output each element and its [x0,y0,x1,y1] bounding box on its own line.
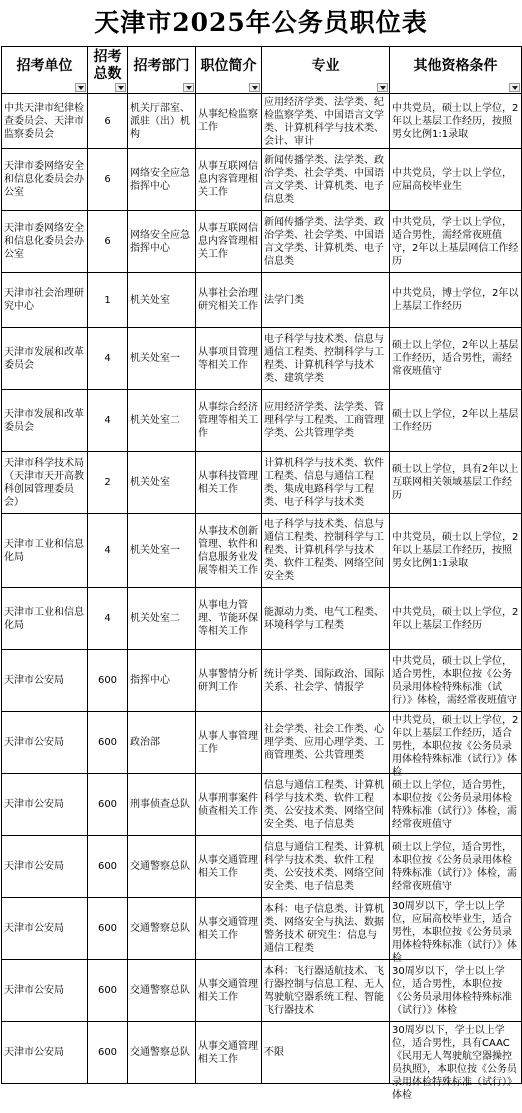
cell-dept [128,712,196,774]
cell-intro [196,1022,262,1084]
filter-dropdown-icon[interactable] [183,83,194,92]
cell-text: 本科：电子信息类、计算机类、网络安全与执法、数据警务技术 研究生：信息与通信工程类 [264,903,384,954]
cell-other [390,452,522,514]
table-row [2,273,522,328]
cell-text: 信息与通信工程类、计算机科学与技术类、软件工程类、公安技术类、网络空间安全类、电子信息类 [264,779,384,830]
cell-unit [2,774,88,836]
table-row [2,898,522,960]
cell-intro [196,149,262,211]
cell-intro [196,960,262,1022]
cell-dept [128,514,196,588]
cell-text: 中共党员，学士以上学位，适合男性，需经常夜班值守，2年以上基层网信工作经历 [392,216,519,267]
cell-major [262,211,390,273]
cell-text: 30周岁以下，学士以上学位，应届高校毕业生，适合男性，本职位按《公务员录用体检特殊标准（试行）》体检 [392,900,517,964]
cell-text: 30周岁以下，学士以上学位，适合男性，具有CAAC《民用无人驾驶航空器操控员执照》，本职位按《公务员录用体检特殊标准（试行）》体检 [392,1024,517,1101]
cell-text: 机关处室一 [130,545,180,556]
cell-text: 天津市公安局 [4,861,64,872]
cell-text: 中共党员，博士学位，2年以上基层工作经历 [392,288,519,312]
cell-total [88,1022,128,1084]
table-row [2,960,522,1022]
cell-text: 天津市公安局 [4,737,64,748]
cell-text: 本科：飞行器适航技术、飞行器控制与信息工程、无人驾驶航空器系统工程、智能飞行器技术 [264,965,384,1016]
cell-text: 从事科技管理相关工作 [198,470,258,495]
cell-text: 600 [97,1047,118,1058]
cell-other [390,774,522,836]
cell-other [390,650,522,712]
table-row [2,328,522,390]
cell-dept [128,452,196,514]
filter-dropdown-icon[interactable] [115,83,126,92]
cell-text: 天津市公安局 [4,1047,64,1058]
cell-text: 政治部 [130,737,160,748]
cell-text: 统计学类、国际政治、国际关系、社会学、情报学 [264,668,384,693]
cell-other [390,328,522,390]
header-unit: 招考单位 [2,47,88,94]
cell-text: 中共天津市纪律检查委员会、天津市监察委员会 [4,102,84,140]
cell-text: 不限 [264,1047,284,1058]
cell-unit [2,273,88,328]
cell-text: 天津市公安局 [4,799,64,810]
cell-text: 电子科学与技术类、信息与通信工程类、控制科学与工程类、计算机科学与技术类、建筑学类 [264,333,384,384]
table-row [2,514,522,588]
cell-text: 硕士以上学位，2年以上基层工作经历，适合男性，需经常夜班值守 [392,340,519,377]
cell-text: 硕士以上学位，适合男性，本职位按《公务员录用体检特殊标准（试行）》体检，需经常夜班值守 [392,779,517,830]
table-row [2,836,522,898]
cell-dept [128,898,196,960]
cell-intro [196,712,262,774]
cell-total [88,514,128,588]
cell-major [262,452,390,514]
header-intro: 职位简介 [196,47,262,94]
cell-intro [196,650,262,712]
cell-other [390,1022,522,1101]
cell-text: 6 [104,174,111,185]
cell-text: 天津市发展和改革委员会 [4,408,84,433]
cell-text: 从事纪检监察工作 [198,109,258,133]
cell-total [88,836,128,898]
cell-other [390,836,522,898]
cell-text: 600 [97,675,118,686]
cell-text: 计算机科学与技术类、软件工程类、信息与通信工程类、集成电路科学与工程类、电子科学与技术类 [264,457,384,508]
cell-other [390,94,522,149]
cell-unit [2,211,88,273]
cell-dept [128,211,196,273]
cell-major [262,390,390,452]
cell-text: 硕士以上学位，2年以上基层工作经历 [392,408,519,433]
cell-unit [2,149,88,211]
cell-text: 30周岁以下，学士以上学位，适合男性，本职位按《公务员录用体检特殊标准（试行）》体检 [392,965,512,1016]
cell-text: 信息与通信工程类、计算机科学与技术类、软件工程类、公安技术类、网络空间安全类、电子信息类 [264,841,384,892]
cell-total [88,452,128,514]
cell-major [262,514,390,588]
cell-text: 从事人事管理工作 [198,730,258,755]
cell-major [262,149,390,211]
cell-text: 能源动力类、电气工程类、环境科学与工程类 [264,606,384,631]
cell-unit [2,836,88,898]
cell-text: 机关处室二 [130,415,180,426]
cell-dept [128,390,196,452]
cell-other [390,588,522,650]
cell-text: 从事交通管理相关工作 [198,1040,258,1065]
job-table [1,46,522,1101]
table-row [2,650,522,712]
cell-text: 中共党员，硕士以上学位，适合男性，本职位按《公务员录用体检特殊标准（试行）》体检，需经常夜班值守 [392,655,517,706]
cell-text: 网络安全应急指挥中心 [130,229,190,254]
cell-intro [196,588,262,650]
cell-other [390,712,522,778]
filter-dropdown-icon[interactable] [377,83,388,92]
cell-unit [2,452,88,514]
cell-other [390,149,522,211]
cell-text: 应用经济学类、法学类、纪检监察学类、中国语言文学类、计算机科学与技术类、会计、审计 [264,96,384,147]
cell-unit [2,328,88,390]
cell-text: 中共党员，学士以上学位，应届高校毕业生 [392,167,512,192]
cell-dept [128,960,196,1022]
cell-text: 法学门类 [264,294,304,306]
cell-text: 600 [97,985,118,996]
cell-major [262,960,390,1022]
cell-total [88,149,128,211]
cell-intro [196,94,262,149]
cell-dept [128,273,196,328]
cell-other [390,211,522,273]
cell-intro [196,514,262,588]
cell-text: 600 [97,861,118,872]
header-row [2,47,522,94]
cell-text: 天津市发展和改革委员会 [4,346,84,371]
cell-text: 交通警察总队 [130,1047,190,1058]
cell-dept [128,94,196,149]
cell-text: 天津市公安局 [4,675,64,686]
cell-major [262,588,390,650]
cell-text: 硕士以上学位，适合男性，本职位按《公务员录用体检特殊标准（试行）》体检，需经常夜班值守 [392,841,517,892]
cell-unit [2,960,88,1022]
cell-text: 天津市社会治理研究中心 [4,288,84,312]
cell-intro [196,836,262,898]
filter-dropdown-icon[interactable] [509,83,520,92]
cell-text: 交通警察总队 [130,861,190,872]
header-dept: 招考部门 [128,47,196,94]
cell-unit [2,94,88,149]
cell-unit [2,514,88,588]
cell-text: 600 [97,923,118,934]
cell-text: 从事警情分析研判工作 [198,668,258,693]
cell-unit [2,712,88,774]
cell-intro [196,774,262,836]
cell-total [88,650,128,712]
cell-text: 从事技术创新管理、软件和信息服务业发展等相关工作 [198,525,258,576]
table-row [2,712,522,774]
cell-text: 从事电力管理、节能环保等相关工作 [198,600,258,637]
cell-dept [128,588,196,650]
cell-other [390,390,522,452]
cell-total [88,273,128,328]
cell-text: 从事交通管理相关工作 [198,854,258,879]
cell-text: 从事互联网信息内容管理相关工作 [198,223,258,260]
cell-other [390,898,522,964]
cell-major [262,712,390,774]
cell-text: 硕士以上学位，具有2年以上互联网相关领域基层工作经历 [392,464,519,501]
cell-dept [128,650,196,712]
cell-text: 新闻传播学类、法学类、政治学类、社会学类、中国语言文学类、计算机类、电子信息类 [264,154,384,205]
header-other: 其他资格条件 [390,47,522,94]
filter-dropdown-icon[interactable] [75,83,86,92]
cell-text: 天津市公安局 [4,985,64,996]
cell-dept [128,836,196,898]
cell-text: 4 [104,353,111,364]
cell-total [88,328,128,390]
cell-total [88,211,128,273]
cell-text: 2 [104,477,111,488]
cell-major [262,836,390,898]
cell-text: 应用经济学类、法学类、管理科学与工程类、工商管理学类、公共管理学类 [264,402,384,439]
cell-text: 机关处室二 [130,613,180,624]
cell-text: 指挥中心 [130,675,170,686]
cell-text: 从事刑事案件侦查相关工作 [198,792,258,817]
cell-intro [196,211,262,273]
cell-unit [2,650,88,712]
cell-intro [196,452,262,514]
cell-total [88,960,128,1022]
cell-text: 机关处室一 [130,353,180,364]
cell-total [88,774,128,836]
cell-total [88,712,128,774]
cell-text: 中共党员，硕士以上学位，2年以上基层工作经历，按照男女比例1:1录取 [392,102,519,140]
table-row [2,588,522,650]
cell-total [88,898,128,960]
table-row [2,390,522,452]
cell-text: 新闻传播学类、法学类、政治学类、社会学类、中国语言文学类、计算机类、电子信息类 [264,216,384,267]
cell-text: 从事社会治理研究相关工作 [198,288,258,312]
table-row [2,149,522,211]
page-title: 天津市2025年公务员职位表 [94,8,428,37]
cell-text: 4 [104,613,111,624]
cell-text: 天津市委网络安全和信息化委员会办公室 [4,161,84,198]
table-row [2,774,522,836]
cell-major [262,273,390,328]
filter-dropdown-icon[interactable] [249,83,260,92]
cell-dept [128,149,196,211]
cell-major [262,94,390,149]
cell-intro [196,328,262,390]
cell-text: 交通警察总队 [130,923,190,934]
cell-text: 6 [104,115,111,127]
cell-unit [2,898,88,960]
cell-text: 600 [97,737,118,748]
cell-text: 电子科学与技术类、信息与通信工程类、控制科学与工程类、计算机科学与技术类、软件工程类、网络空间安全类 [264,519,384,582]
cell-dept [128,774,196,836]
cell-text: 网络安全应急指挥中心 [130,167,190,192]
cell-major [262,774,390,836]
cell-dept [128,328,196,390]
table-row [2,1022,522,1084]
cell-text: 机关厅部室、派驻（出）机构 [130,102,190,140]
cell-text: 中共党员，硕士以上学位，2年以上基层工作经历 [392,606,519,631]
cell-text: 机关处室 [130,477,170,488]
cell-text: 天津市工业和信息化局 [4,606,84,631]
cell-total [88,94,128,149]
cell-other [390,960,522,1022]
cell-total [88,390,128,452]
table-row [2,211,522,273]
table-row [2,94,522,149]
cell-intro [196,273,262,328]
table-row [2,452,522,514]
cell-text: 600 [97,799,118,810]
cell-text: 从事互联网信息内容管理相关工作 [198,161,258,198]
cell-text: 天津市公安局 [4,923,64,934]
cell-text: 从事交通管理相关工作 [198,978,258,1003]
cell-text: 天津市工业和信息化局 [4,538,84,563]
cell-major [262,898,390,960]
cell-other [390,514,522,588]
cell-text: 4 [104,545,111,556]
cell-intro [196,390,262,452]
cell-text: 6 [104,236,111,247]
cell-major [262,328,390,390]
cell-dept [128,1022,196,1084]
cell-total [88,588,128,650]
cell-text: 从事交通管理相关工作 [198,916,258,941]
cell-text: 交通警察总队 [130,985,190,996]
cell-other [390,273,522,328]
cell-unit [2,588,88,650]
cell-unit [2,1022,88,1084]
cell-text: 从事项目管理等相关工作 [198,346,258,371]
cell-text: 刑事侦查总队 [130,799,190,810]
header-major: 专业 [262,47,390,94]
cell-text: 4 [104,415,111,426]
header-total: 招考总数 [88,47,128,94]
cell-text: 天津市科学技术局（天津市天开高教科创园管理委员会） [4,457,84,508]
cell-text: 机关处室 [130,294,170,306]
cell-text: 1 [104,294,111,306]
cell-text: 从事综合经济管理等相关工作 [198,402,258,439]
cell-text: 中共党员，硕士以上学位，2年以上基层工作经历，适合男性，本职位按《公务员录用体检特殊标准（试行）》体检 [392,714,519,778]
cell-text: 天津市委网络安全和信息化委员会办公室 [4,223,84,260]
cell-unit [2,390,88,452]
cell-text: 中共党员，硕士以上学位，2年以上基层工作经历，按照男女比例1:1录取 [392,532,519,569]
cell-major [262,650,390,712]
cell-text: 社会学类、社会工作类、心理学类、应用心理学类、工商管理类、公共管理类 [264,724,384,761]
cell-major [262,1022,390,1084]
cell-intro [196,898,262,960]
